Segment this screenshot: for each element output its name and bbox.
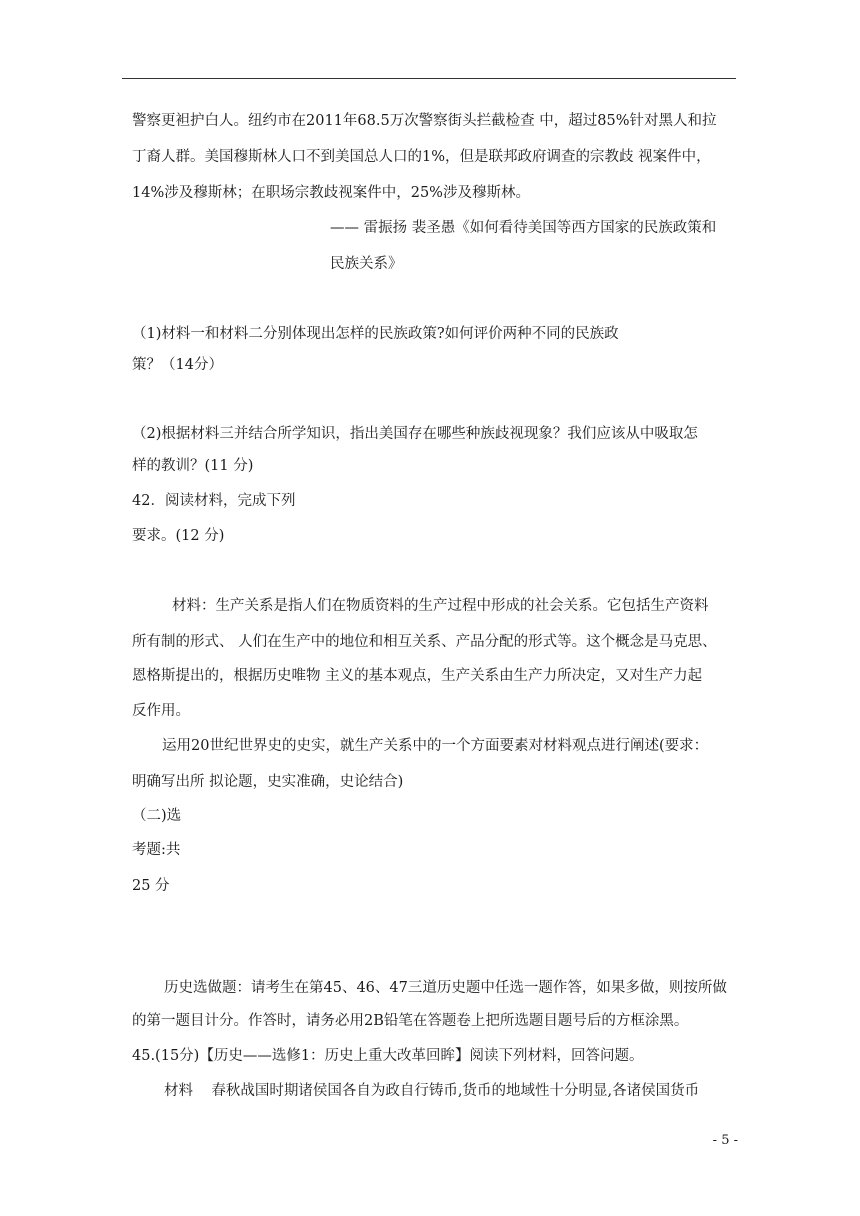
material-line: 所有制的形式、 人们在生产中的地位和相互关系、产品分配的形式等。这个概念是马克思、	[132, 634, 717, 650]
question-1-line: （1)材料一和材料二分别体现出怎样的民族政策?如何评价两种不同的民族政	[132, 326, 619, 342]
citation-line: 民族关系》	[330, 256, 403, 272]
material-line: 恩格斯提出的，根据历史唯物 主义的基本观点，生产关系由生产力所决定，又对生产力起	[132, 668, 703, 684]
task-line: 运用20世纪世界史的史实，就生产关系中的一个方面要素对材料观点进行阐述(要求：	[162, 738, 709, 754]
question-2-line: 样的教训？(11 分)	[132, 458, 254, 474]
section-heading: 考题:共	[132, 842, 181, 858]
page-number: - 5 -	[712, 1133, 738, 1148]
section-heading: （二)选	[132, 808, 182, 824]
instruction-line: 历史选做题：请考生在第45、46、47三道历史题中任选一题作答，如果多做，则按所做	[164, 980, 727, 996]
material-line: 反作用。	[132, 703, 190, 719]
material-line: 材料 春秋战国时期诸侯国各自为政自行铸币,货币的地域性十分明显,各诸侯国货币	[164, 1083, 700, 1099]
header-rule	[122, 78, 736, 79]
question-1-line: 策？（14分）	[132, 357, 223, 373]
section-heading: 25 分	[132, 878, 170, 894]
text-line: 丁裔人群。美国穆斯林人口不到美国总人口的1%，但是联邦政府调查的宗教歧 视案件中，	[132, 149, 711, 165]
task-line: 明确写出所 拟论题，史实准确，史论结合)	[132, 774, 404, 790]
citation-line: —— 雷振扬 裴圣愚《如何看待美国等西方国家的民族政策和	[330, 220, 717, 236]
question-42-heading: 42．阅读材料，完成下列	[132, 493, 296, 509]
question-2-line: （2)根据材料三并结合所学知识，指出美国存在哪些种族歧视现象？我们应该从中吸取怎	[132, 426, 698, 442]
text-line: 14%涉及穆斯林；在职场宗教歧视案件中，25%涉及穆斯林。	[132, 185, 530, 201]
instruction-line: 的第一题目计分。作答时，请务必用2B铅笔在答题卷上把所选题目题号后的方框涂黑。	[132, 1013, 689, 1029]
material-line: 材料：生产关系是指人们在物质资料的生产过程中形成的社会关系。它包括生产资料	[172, 598, 709, 614]
question-42-heading: 要求。(12 分)	[132, 528, 225, 544]
text-line: 警察更袒护白人。纽约市在2011年68.5万次警察街头拦截检查 中，超过85%针对黑人和拉	[132, 113, 717, 129]
question-45-heading: 45.(15分)【历史——选修1：历史上重大改革回眸】阅读下列材料，回答问题。	[132, 1048, 644, 1064]
